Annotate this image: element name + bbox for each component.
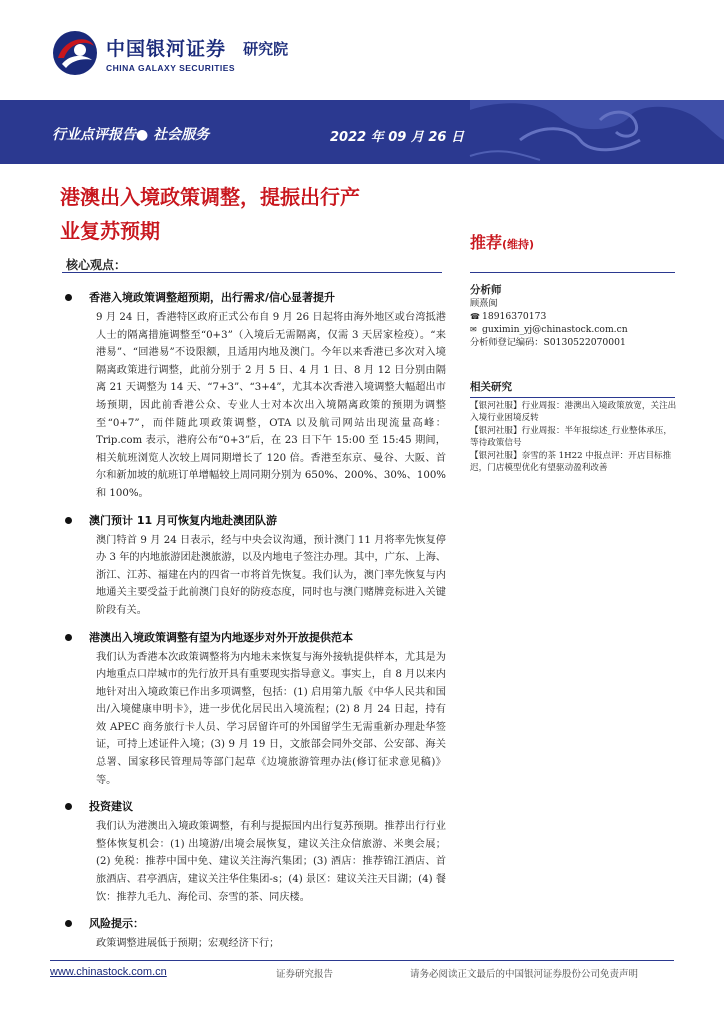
bullet-paragraph: 我们认为香港本次政策调整将为内地未来恢复与海外接轨提供样本，尤其是为内地重点口岸城市的先行放开具有重要现实指导意义。事实上，自 8 月以来内地针对出入境政策已作出多项调整，包括：(1) 启用第九版《中华人民共和国出/入境健康申明卡》，进一步优化居民出入境流程；(2) 8 月 24 日起，持有效 APEC 商务旅行卡人员、学习居留许可的外国留学生无需重新办理赴华签证，可持上述证件入境；(3) 9 月 19 日，文旅部会同外交部、公安部、海关总署、国家移民管理局等部门起草《边境旅游管理办法(修订征求意见稿)》等。: [96, 651, 446, 786]
company-logo: [50, 28, 288, 78]
logo-en-text: CHINA GALAXY SECURITIES: [106, 62, 236, 73]
rating: [470, 230, 534, 253]
dept-label: 研究院: [243, 40, 289, 58]
bullet-item: [62, 798, 446, 816]
footer-report-label: 证券研究报告: [276, 969, 334, 980]
bullet-item: [62, 512, 446, 530]
bullet-heading: 澳门预计 11 月可恢复内地赴澳团队游: [89, 513, 277, 527]
license-label: 分析师登记编码：: [470, 337, 544, 348]
related-item[interactable]: 【银河社服】奈雪的茶 1H22 中报点评：开店目标推迟，门店模型优化有望驱动盈利改善: [470, 450, 672, 474]
phone-icon: ☎: [470, 312, 480, 321]
rating-note: (维持): [502, 238, 535, 251]
logo-cn-text: 中国银河证券: [106, 37, 227, 60]
bullet-heading: 香港入境政策调整超预期，出行需求/信心显著提升: [89, 291, 336, 304]
rating-label: 推荐: [470, 233, 503, 252]
bullet-heading: 风险提示：: [89, 917, 144, 931]
analyst-name: 顾熹闽: [470, 298, 498, 309]
related-item[interactable]: 【银河社服】行业周报：港澳出入境政策放宽，关注出入境行业困境反转: [470, 401, 677, 424]
bullet-dot-icon: [65, 920, 72, 927]
core-heading: 核心观点：: [66, 258, 127, 272]
bullet-item: [62, 289, 446, 307]
email-icon: ✉: [470, 325, 477, 334]
report-type: 行业点评报告● 社会服务: [52, 127, 210, 143]
related-divider: [470, 397, 675, 398]
analyst-phone: [470, 310, 680, 323]
main-content: [62, 280, 446, 953]
report-title: [60, 180, 440, 248]
bullet-item: [62, 629, 446, 647]
sidebar: [470, 282, 680, 474]
bullet-dot-icon: [65, 803, 72, 810]
bullet-item: [62, 915, 446, 933]
bullet-paragraph: 澳门特首 9 月 24 日表示，经与中央会议沟通，预计澳门 11 月将率先恢复停办 3 年的内地旅游团赴澳旅游，以及内地电子签注办理。其中，广东、上海、浙江、江苏、福建在内的四省一市将首先恢复。我们认为，澳门率先恢复与内地通关主要受益于此前澳门良好的防疫态度，同时也与澳门赌牌竞标进入关键阶段有关。: [96, 534, 446, 616]
analyst-email: [470, 323, 680, 336]
related-heading: 相关研究: [470, 381, 512, 393]
email-address[interactable]: guximin_yj@chinastock.com.cn: [482, 324, 628, 335]
related-research: [470, 379, 680, 474]
analyst-license: [470, 336, 680, 349]
report-date: 2022 年 09 月 26 日: [330, 130, 464, 145]
license-code: S0130522070001: [543, 337, 626, 348]
side-divider: [470, 272, 675, 273]
bullet-heading: 投资建议: [89, 800, 133, 814]
footer-divider: [50, 960, 674, 961]
title-line-1: 港澳出入境政策调整，提振出行产: [60, 185, 360, 209]
core-divider: [62, 272, 442, 273]
footer-disclaimer: 请务必阅读正文最后的中国银河证券股份公司免责声明: [410, 969, 639, 980]
title-line-2: 业复苏预期: [60, 219, 160, 243]
header-banner: [0, 100, 724, 164]
phone-number: 18916370173: [482, 311, 547, 322]
bullet-heading: 港澳出入境政策调整有望为内地逐步对外开放提供范本: [89, 630, 353, 644]
bullet-dot-icon: [65, 517, 72, 524]
bullet-paragraph: 我们认为港澳出入境政策调整，有利与提振国内出行复苏预期。推荐出行行业整体恢复机会：(1) 出境游/出境会展恢复，建议关注众信旅游、米奥会展；(2) 免税：推荐中国中免、建议关注海汽集团；(3) 酒店：推荐锦江酒店、首旅酒店、君亭酒店，建议关注华住集团-s；(4) 景区：建议关注天目湖；(4) 餐饮：推荐九毛九、海伦司、奈雪的茶、同庆楼。: [96, 821, 446, 903]
analyst-heading: 分析师: [470, 284, 502, 296]
bullet-paragraph: 9 月 24 日，香港特区政府正式公布自 9 月 26 日起将由海外地区或台湾抵港人士的隔离措施调整至“0+3”（入境后无需隔离，仅需 3 天居家检疫）。“来港易”、“回港易”不设限额，且适用内地及澳门。今年以来香港已多次对入境隔离政策进行调整，此前分别于 2 月 5 日、4 月 1 日、8 月 12 日分别由隔离 21 天调整为 14 天、“7+3”、“3+4”，尤其本次香港入境调整大幅超出市场预期，因此前香港公众、专业人士对本次出入境隔离政策的预期为调整至“0+7”，而伴随此项政策调整，OTA 以及航司网站出现流量高峰：Trip.com 表示，港府公布“0+3”后，在 23 日下午 15:00 至 15:45 期间，相关航班浏览人次较上周同期增长了 120 倍。香港至东京、曼谷、大阪、首尔和新加坡的航班订单增幅较上周同期分别为 650%、200%、30%、100%和 100%。: [96, 312, 446, 499]
bullet-dot-icon: [65, 634, 72, 641]
bullet-dot-icon: [65, 294, 72, 301]
bullet-paragraph: 政策调整进展低于预期；宏观经济下行；: [96, 938, 280, 950]
galaxy-logo-icon: [50, 28, 100, 78]
footer-url-link[interactable]: www.chinastock.com.cn: [50, 966, 167, 978]
related-item[interactable]: 【银河社服】行业周报：半年报综述_行业整体承压，等待政策信号: [470, 425, 672, 449]
